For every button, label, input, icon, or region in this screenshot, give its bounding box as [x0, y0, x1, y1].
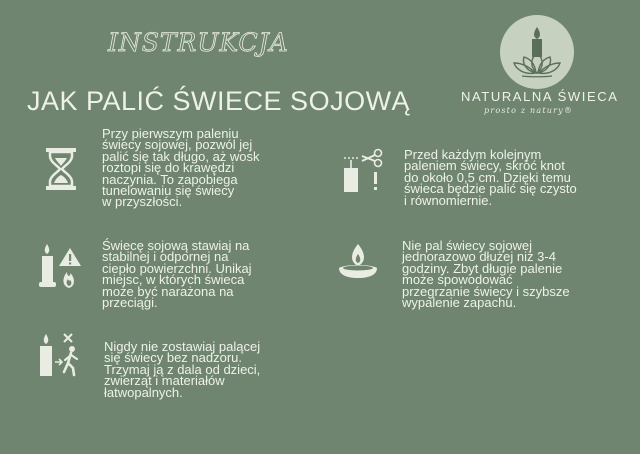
text-line: jednorazowo dłużej niż 3-4 [402, 249, 556, 265]
text-line: może być narażona na [102, 283, 234, 299]
candle-unattended-icon [38, 332, 82, 378]
text-line: stabilnej i odpornej na [102, 249, 229, 265]
text-line: Świecę sojową stawiaj na [102, 238, 250, 253]
text-line: Nigdy nie zostawiaj palącej [104, 339, 261, 354]
text-line: przeciągi. [102, 295, 158, 311]
instruction-2-text [404, 149, 614, 206]
text-line: świecy sojowej, pozwól jej [102, 137, 253, 153]
instruction-4-text [402, 238, 617, 311]
text-line: Przy pierwszym paleniu [102, 126, 239, 141]
text-line: się świecy bez nadzoru. [104, 350, 243, 366]
candle-warning-icon [39, 242, 81, 290]
hourglass-icon [44, 146, 78, 192]
instruction-1-text [102, 128, 297, 208]
candle-flame-icon [337, 244, 379, 282]
text-line: Trzymaj ją z dala od dzieci, [104, 361, 261, 377]
instruction-5-text [104, 341, 304, 398]
text-line: świeca będzie palić się czysto [404, 181, 577, 197]
lotus-candle-icon [500, 15, 574, 89]
text-line: miejsc, w których świeca [102, 272, 245, 288]
text-line: może spowodować [402, 272, 513, 288]
text-line: palić się tak długo, aż wosk [102, 148, 260, 164]
text-line: paleniem świecy, skróć knot [404, 158, 565, 174]
page-title: JAK PALIĆ ŚWIECE SOJOWĄ [27, 86, 411, 116]
text-line: Przed każdym kolejnym [404, 147, 542, 162]
text-line: Nie pal świecy sojowej [402, 238, 533, 253]
text-line: przegrzanie świecy i szybsze [402, 283, 570, 299]
text-line: i równomiernie. [404, 192, 493, 208]
text-line: naczynia. To zapobiega [102, 171, 238, 187]
logo [500, 15, 574, 89]
wick-trim-icon [340, 148, 386, 196]
text-line: roztopi się do krawędzi [102, 160, 235, 176]
brand-tagline: prosto z natury® [484, 106, 574, 115]
text-line: ciepło powierzchni. Unikaj [102, 260, 252, 276]
script-title: INSTRUKCJA [108, 28, 289, 57]
text-line: tunelowaniu się świecy [102, 183, 235, 199]
instruction-3-text [102, 238, 302, 311]
text-line: wypalenie zapachu. [402, 295, 517, 311]
text-line: zwierząt i materiałów [104, 373, 225, 389]
brand-name: NATURALNA ŚWIECA [461, 89, 619, 104]
text-line: do około 0,5 cm. Dzięki temu [404, 169, 571, 185]
text-line: w przyszłości. [102, 194, 183, 210]
text-line: godziny. Zbyt długie palenie [402, 260, 563, 276]
text-line: łatwopalnych. [104, 384, 183, 400]
